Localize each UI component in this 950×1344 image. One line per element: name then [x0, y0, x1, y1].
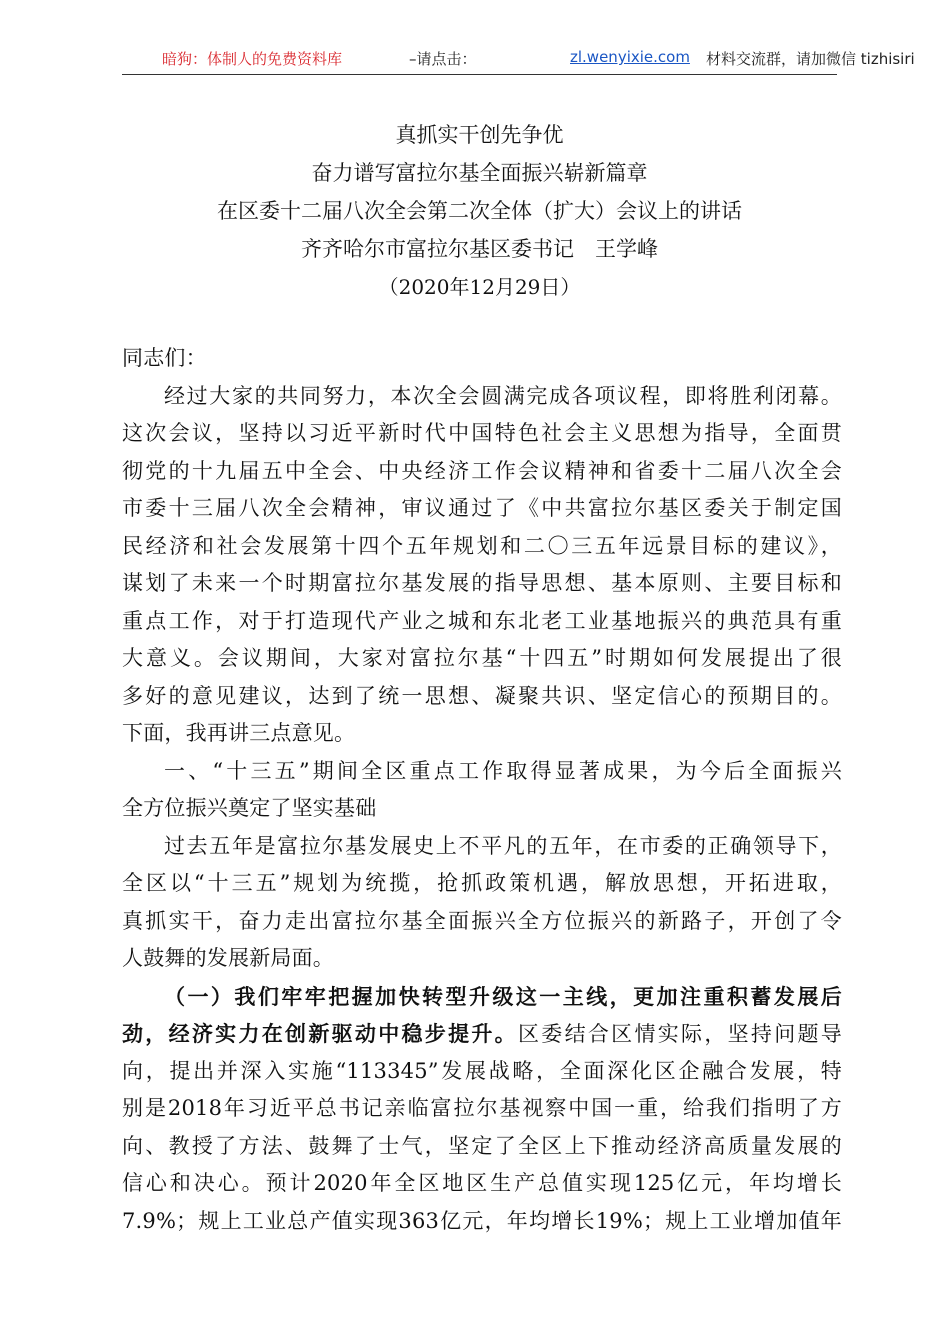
salutation: 同志们：: [122, 346, 207, 370]
header-brand: 暗狗：体制人的免费资料库: [162, 50, 343, 68]
heading-line: 一、“十三五”期间全区重点工作取得显著成果，为今后全面振兴: [164, 758, 842, 783]
paragraph-line: 彻党的十九届五中全会、中央经济工作会议精神和省委十二届八次全会: [122, 458, 842, 483]
title-line-2: 奋力谱写富拉尔基全面振兴崭新篇章: [311, 161, 648, 185]
paragraph-line: 这次会议，坚持以习近平新时代中国特色社会主义思想为指导，全面贯: [122, 421, 842, 445]
paragraph-line: 过去五年是富拉尔基发展史上不平凡的五年，在市委的正确领导下，: [164, 833, 842, 858]
page-header: [122, 46, 915, 75]
section-heading-1: [122, 753, 842, 828]
header-link[interactable]: zl.wenyixie.com: [570, 48, 690, 66]
header-prompt: –请点击：: [409, 50, 477, 68]
paragraph-line: 重点工作，对于打造现代产业之城和东北老工业基地振兴的典范具有重: [122, 608, 842, 633]
title-line-1: 真抓实干创先争优: [395, 123, 564, 147]
heading-line: 全方位振兴奠定了坚实基础: [122, 796, 377, 820]
subheading-line: （一）我们牢牢把握加快转型升级这一主线，更加注重积蓄发展后: [164, 983, 842, 1009]
paragraph-line: 下面，我再讲三点意见。: [122, 721, 356, 745]
paragraph-line: 人鼓舞的发展新局面。: [122, 946, 334, 970]
title-block: [122, 116, 837, 306]
paragraph-line: 全区以“十三五”规划为统揽，抢抓政策机遇，解放思想，开拓进取，: [122, 871, 842, 895]
subheading-tail: 劲，经济实力在创新驱动中稳步提升。: [122, 1021, 518, 1046]
header-group-note: 材料交流群，请加微信 tizhisiri: [706, 50, 915, 68]
paragraph-1: [122, 378, 842, 753]
paragraph-line: 别是2018年习近平总书记亲临富拉尔基视察中国一重，给我们指明了方: [122, 1096, 842, 1120]
title-line-3: 在区委十二届八次全会第二次全体（扩大）会议上的讲话: [217, 199, 742, 223]
paragraph-2: [122, 828, 842, 978]
paragraph-3: [122, 978, 842, 1241]
speech-date: （2020年12月29日）: [378, 275, 581, 299]
paragraph-line: 信心和决心。预计2020年全区地区生产总值实现125亿元，年均增长: [122, 1171, 842, 1195]
paragraph-line: 多好的意见建议，达到了统一思想、凝聚共识、坚定信心的预期目的。: [122, 683, 842, 708]
paragraph-line: 向、教授了方法、鼓舞了士气，坚定了全区上下推动经济高质量发展的: [122, 1133, 842, 1158]
paragraph-line: 大意义。会议期间，大家对富拉尔基“十四五”时期如何发展提出了很: [122, 646, 842, 670]
paragraph-line: 经过大家的共同努力，本次全会圆满完成各项议程，即将胜利闭幕。: [164, 383, 842, 408]
paragraph-line: 向，提出并深入实施“113345”发展战略，全面深化区企融合发展，特: [122, 1058, 842, 1083]
paragraph-line: 谋划了未来一个时期富拉尔基发展的指导思想、基本原则、主要目标和: [122, 571, 842, 595]
document-body: [122, 340, 842, 1240]
paragraph-line-mixed: [122, 1015, 842, 1053]
paragraph-text: 区委结合区情实际，坚持问题导: [517, 1022, 842, 1046]
title-line-4: 齐齐哈尔市富拉尔基区委书记 王学峰: [301, 237, 658, 261]
paragraph-line: 7.9%；规上工业总产值实现363亿元，年均增长19%；规上工业增加值年: [122, 1208, 842, 1233]
paragraph-line: 市委十三届八次全会精神，审议通过了《中共富拉尔基区委关于制定国: [122, 496, 842, 520]
paragraph-line: 民经济和社会发展第十四个五年规划和二〇三五年远景目标的建议》，: [122, 533, 842, 558]
paragraph-line: 真抓实干，奋力走出富拉尔基全面振兴全方位振兴的新路子，开创了令: [122, 908, 842, 933]
